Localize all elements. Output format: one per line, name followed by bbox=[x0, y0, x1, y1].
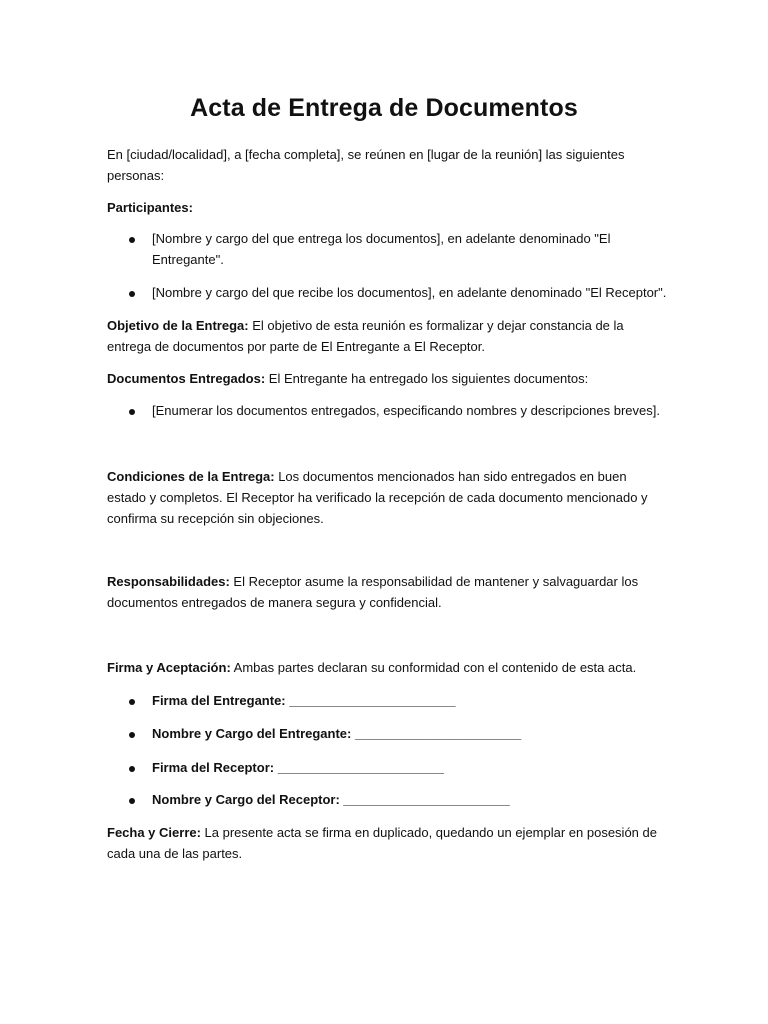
firma-label: Firma y Aceptación: bbox=[107, 660, 231, 675]
participante-entregante-item: [Nombre y cargo del que entrega los documentos], en adelante denominado "El Entregante". bbox=[152, 231, 611, 267]
firma-text: Ambas partes declaran su conformidad con el contenido de esta acta. bbox=[230, 660, 637, 675]
firma-paragraph bbox=[107, 657, 667, 678]
participante-receptor-item: [Nombre y cargo del que recibe los documentos], en adelante denominado "El Receptor". bbox=[152, 285, 667, 300]
documentos-label: Documentos Entregados: bbox=[107, 371, 266, 386]
documentos-paragraph bbox=[107, 368, 667, 389]
documentos-text: El Entregante ha entregado los siguientes documentos: bbox=[265, 371, 589, 386]
condiciones-text: Los documentos mencionados han sido entregados en buen estado y completos. El Receptor ha verificado la recepción de cada documento mencionado y confirma su recepción sin objeciones. bbox=[107, 469, 648, 526]
objetivo-paragraph bbox=[107, 315, 667, 357]
responsabilidades-label: Responsabilidades: bbox=[107, 574, 230, 589]
bullet-icon bbox=[129, 237, 135, 243]
responsabilidades-paragraph bbox=[107, 571, 667, 613]
bullet-icon bbox=[129, 409, 135, 415]
bullet-icon bbox=[129, 766, 135, 772]
objetivo-label: Objetivo de la Entrega: bbox=[107, 318, 249, 333]
cierre-paragraph bbox=[107, 822, 667, 864]
bullet-icon bbox=[129, 798, 135, 804]
firma-entregante-line: Firma del Entregante: _______________________ bbox=[152, 693, 456, 708]
bullet-icon bbox=[129, 699, 135, 705]
nombre-cargo-receptor-line: Nombre y Cargo del Receptor: _______________________ bbox=[152, 792, 510, 807]
firma-receptor-line: Firma del Receptor: _______________________ bbox=[152, 760, 444, 775]
cierre-text: La presente acta se firma en duplicado, quedando un ejemplar en posesión de cada una de las partes. bbox=[107, 825, 657, 861]
objetivo-text: El objetivo de esta reunión es formalizar y dejar constancia de la entrega de documentos por parte de El Entregante a El Receptor. bbox=[107, 318, 624, 354]
documento-item: [Enumerar los documentos entregados, especificando nombres y descripciones breves]. bbox=[152, 403, 660, 418]
bullet-icon bbox=[129, 291, 135, 297]
intro-paragraph: En [ciudad/localidad], a [fecha completa], se reúnen en [lugar de la reunión] las siguientes personas: bbox=[107, 147, 625, 183]
bullet-icon bbox=[129, 732, 135, 738]
document-title: Acta de Entrega de Documentos bbox=[190, 94, 578, 122]
participantes-heading: Participantes: bbox=[107, 200, 193, 215]
responsabilidades-text: El Receptor asume la responsabilidad de mantener y salvaguardar los documentos entregados de manera segura y confidencial. bbox=[107, 574, 639, 610]
condiciones-label: Condiciones de la Entrega: bbox=[107, 469, 275, 484]
cierre-label: Fecha y Cierre: bbox=[107, 825, 201, 840]
condiciones-paragraph bbox=[107, 466, 667, 529]
nombre-cargo-entregante-line: Nombre y Cargo del Entregante: _______________________ bbox=[152, 726, 522, 741]
